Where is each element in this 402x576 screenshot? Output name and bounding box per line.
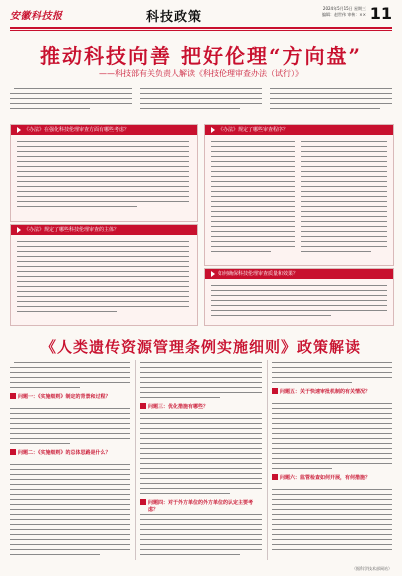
text-line — [10, 489, 130, 490]
masthead-rule-thin — [10, 30, 392, 31]
text-line — [10, 443, 70, 444]
text-line — [272, 463, 392, 464]
text-line — [10, 377, 130, 378]
text-line — [272, 544, 392, 545]
text-line — [211, 206, 295, 207]
text-line — [17, 196, 189, 197]
question-3: 问题三：优化措施有哪些？ — [148, 404, 209, 410]
qa-question-2: 《办法》规定了哪些科技伦理审查的主体？ — [24, 227, 120, 233]
text-line — [140, 433, 262, 434]
text-line — [301, 181, 387, 182]
qa-question-4: 如何确保科技伦理审查质量和效果？ — [218, 271, 299, 277]
text-line — [140, 382, 262, 383]
text-line — [301, 146, 387, 147]
text-line — [10, 549, 130, 550]
text-line — [272, 504, 392, 505]
text-line — [211, 290, 387, 291]
text-line — [272, 448, 392, 449]
text-line — [17, 281, 189, 282]
text-line — [211, 171, 295, 172]
text-line — [272, 549, 392, 550]
text-line — [140, 392, 262, 393]
text-line — [272, 423, 392, 424]
text-line — [140, 458, 262, 459]
text-line — [272, 509, 392, 510]
text-line — [272, 413, 392, 414]
text-line — [272, 458, 392, 459]
text-line — [301, 156, 387, 157]
text-line — [140, 428, 262, 429]
text-line — [10, 499, 130, 500]
text-line — [10, 509, 130, 510]
text-line — [140, 488, 262, 489]
text-line — [10, 484, 130, 485]
text-line — [10, 534, 130, 535]
text-line — [140, 93, 262, 94]
text-line — [272, 408, 392, 409]
text-line — [270, 88, 392, 89]
text-line — [140, 362, 262, 363]
text-line — [17, 186, 189, 187]
text-line — [10, 544, 130, 545]
text-line — [140, 438, 262, 439]
text-line — [140, 549, 262, 550]
text-line — [211, 295, 387, 296]
text-line — [272, 433, 392, 434]
text-line — [10, 514, 130, 515]
text-line — [270, 98, 392, 99]
text-line — [211, 141, 295, 142]
text-line — [211, 251, 271, 252]
text-line — [10, 423, 130, 424]
text-line — [301, 176, 387, 177]
text-line — [211, 166, 295, 167]
text-line — [211, 156, 295, 157]
newspaper-brand: 安徽科技报 — [10, 11, 63, 22]
text-line — [17, 241, 189, 242]
text-line — [140, 473, 262, 474]
text-line — [211, 216, 295, 217]
question-4: 问题四：对于外方单位的外方单位的认定主要考虑？ — [148, 500, 254, 513]
text-line — [10, 464, 130, 465]
text-line — [140, 453, 262, 454]
text-line — [14, 88, 132, 89]
text-line — [301, 161, 387, 162]
text-line — [10, 367, 130, 368]
qa-box-4 — [204, 268, 394, 326]
text-line — [10, 469, 130, 470]
text-line — [211, 196, 295, 197]
article2-title: 《人类遗传资源管理条例实施细则》政策解读 — [40, 338, 361, 356]
text-line — [272, 438, 392, 439]
text-line — [140, 534, 262, 535]
qa-banner-3 — [205, 125, 393, 135]
qa-banner-2 — [11, 225, 197, 235]
text-line — [10, 418, 130, 419]
text-line — [301, 211, 387, 212]
text-line — [301, 191, 387, 192]
question-6: 问题六：监管检查如何开展，有何措施？ — [280, 475, 371, 481]
qa-question-3: 《办法》规定了哪些审查程序？ — [218, 127, 289, 133]
qa-banner-1 — [11, 125, 197, 135]
text-line — [140, 443, 262, 444]
text-line — [211, 231, 295, 232]
masthead-rule — [10, 27, 392, 29]
question-icon-1 — [10, 393, 16, 399]
editor-line: 编辑：赵世伟 审核：×× — [322, 12, 366, 17]
text-line — [10, 519, 130, 520]
text-line — [140, 493, 230, 494]
text-line — [211, 186, 295, 187]
text-line — [301, 196, 387, 197]
text-line — [211, 246, 295, 247]
text-line — [272, 489, 392, 490]
text-line — [17, 301, 189, 302]
text-line — [140, 423, 262, 424]
text-line — [301, 151, 387, 152]
text-line — [272, 418, 392, 419]
text-line — [10, 539, 130, 540]
text-line — [10, 433, 130, 434]
qa-box-2 — [10, 224, 198, 326]
text-line — [17, 296, 189, 297]
text-line — [301, 216, 387, 217]
text-line — [301, 246, 387, 247]
text-line — [140, 98, 262, 99]
text-line — [211, 305, 387, 306]
section-title: 科技政策 — [146, 10, 203, 25]
text-line — [140, 554, 240, 555]
text-line — [211, 221, 295, 222]
text-line — [211, 181, 295, 182]
text-line — [301, 231, 387, 232]
text-line — [10, 413, 130, 414]
text-line — [17, 246, 189, 247]
text-line — [272, 494, 392, 495]
text-line — [140, 463, 262, 464]
text-line — [140, 483, 262, 484]
text-line — [301, 201, 387, 202]
text-line — [272, 499, 392, 500]
text-line — [17, 311, 117, 312]
text-line — [301, 141, 387, 142]
text-line — [140, 418, 262, 419]
text-line — [211, 191, 295, 192]
text-line — [272, 377, 392, 378]
question-1: 问题一：《实施细则》制定的背景和过程？ — [18, 394, 111, 400]
question-icon-5 — [272, 388, 278, 394]
text-line — [270, 93, 392, 94]
feature-headline: 推动科技向善 把好伦理“方向盘” — [40, 44, 362, 68]
text-line — [10, 103, 132, 104]
text-line — [211, 211, 295, 212]
text-line — [272, 539, 392, 540]
text-line — [10, 372, 130, 373]
text-line — [10, 108, 90, 109]
qa-banner-4 — [205, 269, 393, 279]
text-line — [140, 88, 262, 89]
text-line — [17, 261, 189, 262]
text-line — [211, 151, 295, 152]
text-line — [17, 251, 189, 252]
text-line — [17, 271, 189, 272]
text-line — [270, 103, 392, 104]
text-line — [17, 141, 189, 142]
text-line — [301, 236, 387, 237]
text-line — [14, 362, 130, 363]
text-line — [270, 108, 380, 109]
text-line — [272, 453, 392, 454]
text-line — [272, 524, 392, 525]
text-line — [140, 529, 262, 530]
text-line — [301, 171, 387, 172]
text-line — [211, 300, 387, 301]
question-icon-4 — [140, 499, 146, 505]
text-line — [17, 161, 189, 162]
feature-subheadline: ——科技部有关负责人解读《科技伦理审查办法（试行）》 — [99, 69, 303, 78]
text-line — [211, 236, 295, 237]
page-number: 11 — [369, 4, 392, 23]
text-line — [301, 166, 387, 167]
text-line — [211, 161, 295, 162]
date-line: 2024年5月15日 星期三 — [322, 6, 366, 11]
text-line — [272, 367, 392, 368]
text-line — [301, 226, 387, 227]
text-line — [17, 276, 189, 277]
question-icon-6 — [272, 474, 278, 480]
text-line — [140, 367, 262, 368]
text-line — [10, 438, 130, 439]
text-line — [211, 176, 295, 177]
text-line — [10, 529, 130, 530]
article-source: （据科学技术部网站） — [352, 566, 392, 571]
text-line — [10, 93, 132, 94]
text-line — [211, 241, 295, 242]
text-line — [140, 387, 262, 388]
text-line — [272, 428, 392, 429]
text-line — [17, 146, 189, 147]
text-line — [301, 221, 387, 222]
text-line — [10, 479, 130, 480]
text-line — [10, 504, 130, 505]
question-5: 问题五：关于快速审批机制的有关情况？ — [280, 389, 371, 395]
text-line — [17, 176, 189, 177]
article2-body — [10, 360, 392, 564]
text-line — [140, 397, 220, 398]
text-line — [211, 285, 387, 286]
text-line — [272, 514, 392, 515]
text-line — [140, 413, 262, 414]
qa-box-3 — [204, 124, 394, 266]
text-line — [272, 372, 392, 373]
column-divider — [135, 360, 136, 560]
text-line — [272, 468, 332, 469]
qa-box-1 — [10, 124, 198, 222]
text-line — [10, 554, 100, 555]
text-line — [301, 251, 371, 252]
text-line — [140, 448, 262, 449]
text-line — [140, 544, 262, 545]
text-line — [10, 382, 130, 383]
text-line — [140, 468, 262, 469]
qa-question-1: 《办法》在强化科技伦理审查方面有哪些考虑？ — [24, 127, 130, 133]
text-line — [17, 151, 189, 152]
column-divider — [267, 360, 268, 560]
text-line — [17, 171, 189, 172]
text-line — [272, 443, 392, 444]
text-line — [10, 387, 80, 388]
text-line — [211, 315, 331, 316]
text-line — [301, 206, 387, 207]
text-line — [140, 524, 262, 525]
text-line — [211, 201, 295, 202]
text-line — [211, 226, 295, 227]
text-line — [140, 103, 262, 104]
text-line — [17, 291, 189, 292]
issue-meta — [322, 6, 366, 18]
text-line — [140, 478, 262, 479]
question-2: 问题二：《实施细则》的总体思路是什么？ — [18, 450, 111, 456]
text-line — [17, 156, 189, 157]
text-line — [272, 529, 392, 530]
feature-intro — [10, 86, 392, 122]
question-icon-2 — [10, 449, 16, 455]
text-line — [272, 403, 392, 404]
text-line — [10, 524, 130, 525]
text-line — [140, 372, 262, 373]
text-line — [17, 201, 189, 202]
text-line — [140, 539, 262, 540]
text-line — [10, 98, 132, 99]
text-line — [17, 191, 189, 192]
text-line — [17, 166, 189, 167]
text-line — [140, 519, 262, 520]
text-line — [272, 519, 392, 520]
text-line — [211, 146, 295, 147]
text-line — [10, 494, 130, 495]
text-line — [17, 206, 137, 207]
text-line — [301, 241, 387, 242]
text-line — [17, 266, 189, 267]
text-line — [10, 428, 130, 429]
text-line — [17, 306, 189, 307]
text-line — [17, 286, 189, 287]
text-line — [301, 186, 387, 187]
text-line — [211, 310, 387, 311]
text-line — [17, 256, 189, 257]
text-line — [272, 382, 352, 383]
text-line — [17, 181, 189, 182]
text-line — [140, 377, 262, 378]
text-line — [272, 362, 392, 363]
text-line — [140, 514, 262, 515]
question-icon-3 — [140, 403, 146, 409]
text-line — [10, 408, 130, 409]
text-line — [10, 474, 130, 475]
text-line — [272, 534, 392, 535]
text-line — [140, 108, 240, 109]
